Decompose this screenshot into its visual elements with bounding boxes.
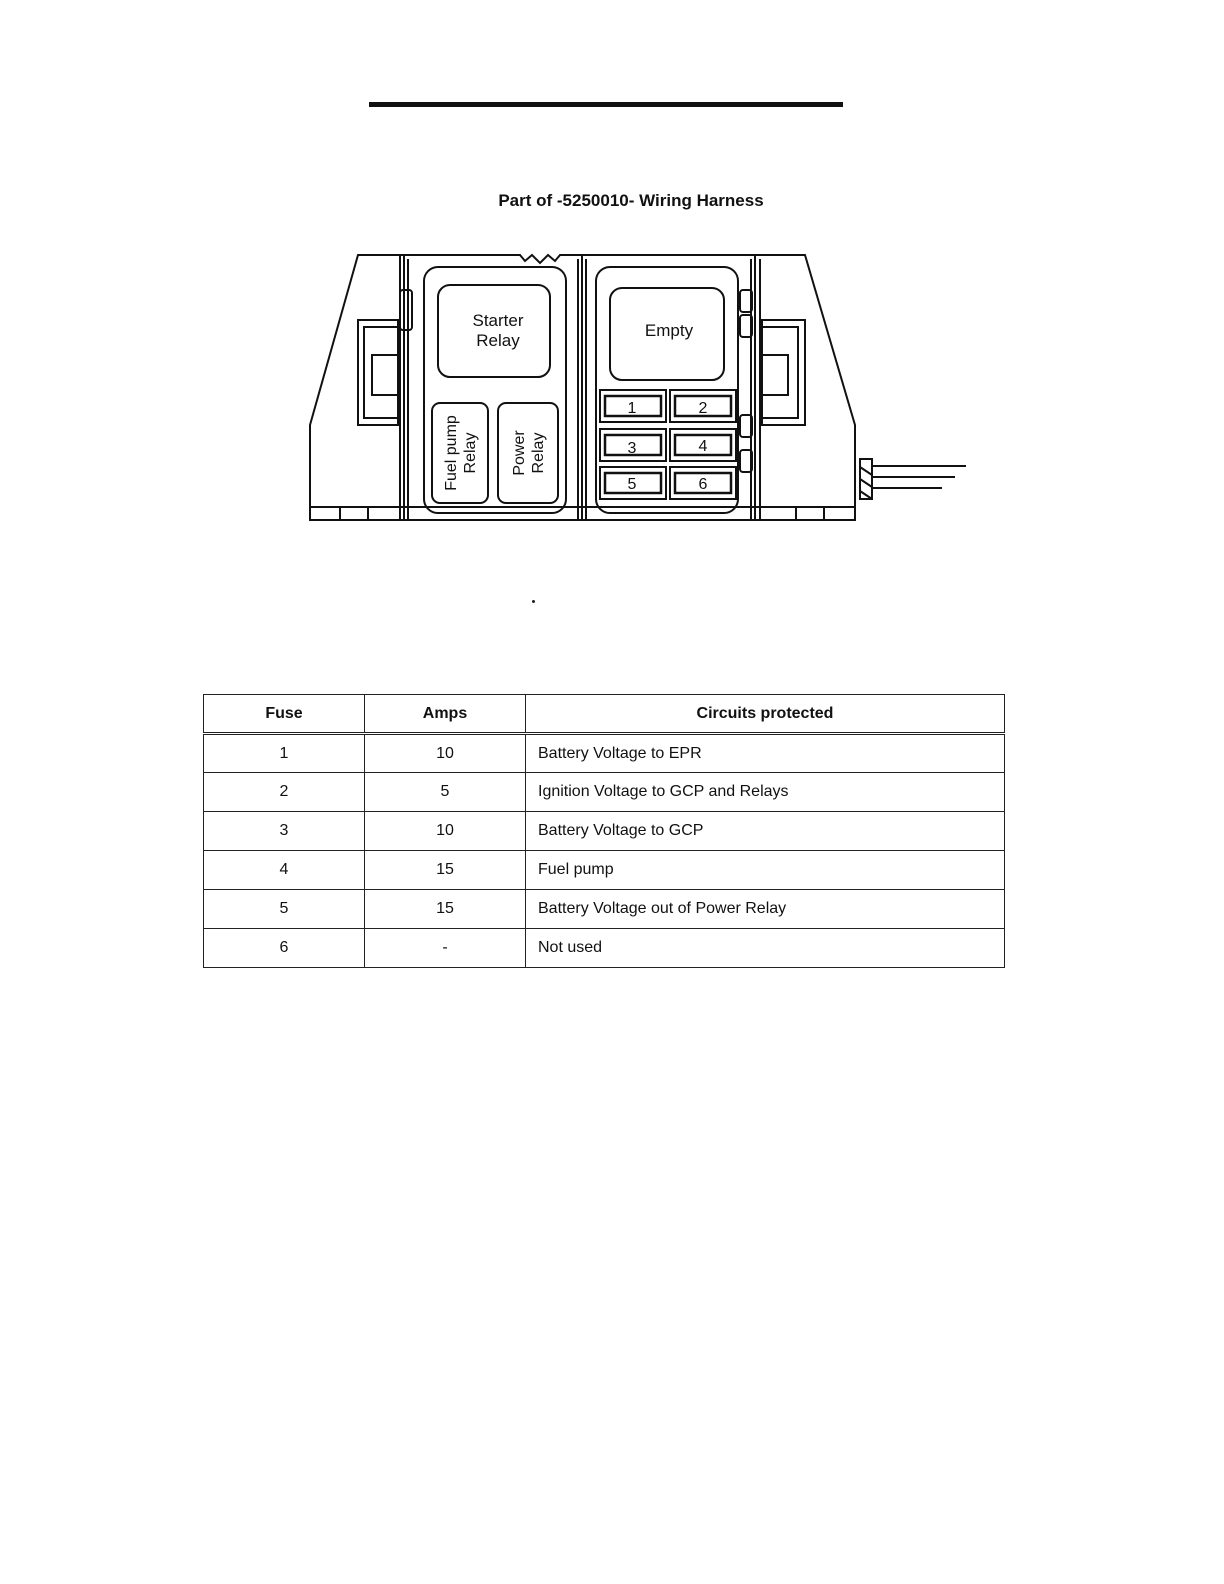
power-relay-label-1: Power	[511, 430, 528, 476]
fuse-4-label: 4	[698, 438, 708, 455]
circuit-cell: Battery Voltage out of Power Relay	[526, 890, 1005, 929]
circuit-cell: Not used	[526, 929, 1005, 968]
circuit-cell: Battery Voltage to GCP	[526, 812, 1005, 851]
starter-relay-label-2: Relay	[476, 331, 520, 350]
power-relay-label-2: Relay	[530, 432, 547, 474]
fuse-2	[670, 390, 736, 422]
top-rule	[369, 102, 843, 107]
right-latch	[740, 290, 805, 472]
fuse-cell: 4	[204, 851, 365, 890]
fuel-pump-relay-label-1: Fuel pump	[443, 415, 460, 491]
header-circuits: Circuits protected	[526, 695, 1005, 734]
fuse-5	[600, 467, 666, 499]
table-row	[204, 929, 1005, 968]
table-row	[204, 890, 1005, 929]
fuse-cell: 5	[204, 890, 365, 929]
empty-slot-label: Empty	[644, 321, 694, 340]
amps-cell: -	[365, 929, 526, 968]
diagram-caption: Part of -5250010- Wiring Harness	[498, 191, 764, 210]
fuel-pump-relay	[432, 403, 488, 503]
starter-relay-label-1: Starter	[472, 311, 524, 330]
fuse-6	[670, 467, 736, 499]
amps-cell: 5	[365, 773, 526, 812]
fuel-pump-relay-label-2: Relay	[462, 432, 479, 474]
amps-cell: 15	[365, 851, 526, 890]
amps-cell: 15	[365, 890, 526, 929]
table-header-row	[204, 695, 1005, 734]
table-row	[204, 812, 1005, 851]
table-row	[204, 734, 1005, 773]
fuse-1	[600, 390, 666, 422]
table-row	[204, 773, 1005, 812]
fuse-box-diagram	[300, 245, 980, 535]
fuse-3-label: 3	[627, 440, 637, 457]
fuse-1-label: 1	[627, 400, 637, 417]
fuse-cell: 1	[204, 734, 365, 773]
circuit-cell: Battery Voltage to EPR	[526, 734, 1005, 773]
header-fuse: Fuse	[204, 695, 365, 734]
wire-connector	[860, 459, 966, 499]
fuse-2-label: 2	[698, 400, 708, 417]
table-row	[204, 851, 1005, 890]
circuit-cell: Ignition Voltage to GCP and Relays	[526, 773, 1005, 812]
amps-cell: 10	[365, 812, 526, 851]
amps-cell: 10	[365, 734, 526, 773]
stray-mark	[532, 600, 535, 603]
header-amps: Amps	[365, 695, 526, 734]
housing-outline	[310, 255, 855, 520]
circuit-cell: Fuel pump	[526, 851, 1005, 890]
fuse-6-label: 6	[698, 476, 708, 493]
fuse-5-label: 5	[627, 476, 637, 493]
fuse-3	[600, 429, 666, 461]
fuse-cell: 2	[204, 773, 365, 812]
power-relay	[498, 403, 558, 503]
fuse-table	[203, 694, 1005, 968]
fuse-cell: 3	[204, 812, 365, 851]
fuse-4	[670, 429, 736, 461]
fuse-cell: 6	[204, 929, 365, 968]
